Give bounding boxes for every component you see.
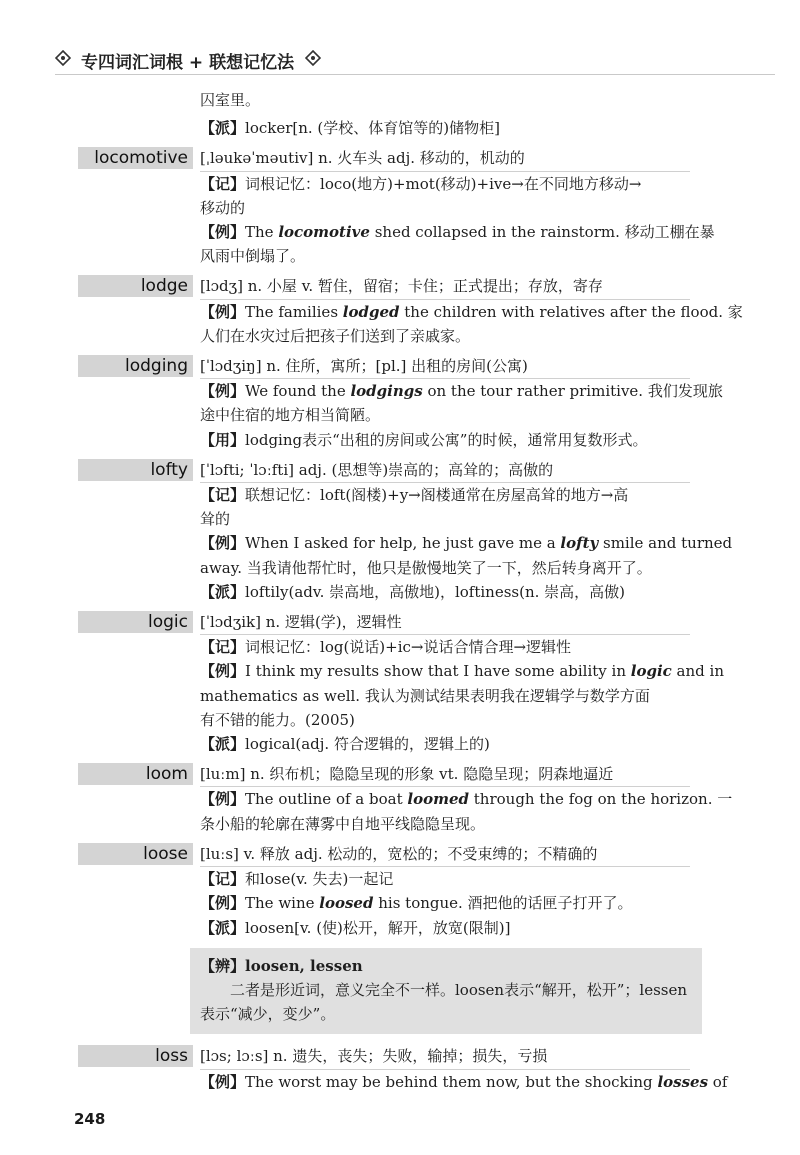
headword-bar <box>78 275 193 297</box>
entry-lofty <box>0 458 800 604</box>
headword: lodging <box>125 356 188 377</box>
derivative-line: 【派】locker[n. (学校、体育馆等的)储物柜] <box>200 119 500 138</box>
entry-locomotive <box>0 146 800 268</box>
memory-line: 【记】联想记忆：loft(阁楼)+y→阁楼通常在房屋高耸的地方→高 <box>200 486 629 505</box>
definition: [ˈlɔfti; ˈlɔːfti] adj. (思想等)崇高的；高耸的；高傲的 <box>200 458 690 483</box>
distinction-note-box <box>190 948 702 1035</box>
definition: [lɔdʒ] n. 小屋 v. 暂住，留宿；卡住；正式提出；存放，寄存 <box>200 274 690 299</box>
entry-loose <box>0 842 800 1034</box>
diamond-ornament-icon <box>55 50 71 66</box>
entry-lodge <box>0 274 800 348</box>
derivative-line: 【派】logical(adj. 符合逻辑的，逻辑上的) <box>200 735 490 754</box>
running-header <box>55 44 775 75</box>
headword-bar <box>78 763 193 785</box>
continued-text: 囚室里。 <box>200 91 261 109</box>
memory-line: 【记】词根记忆：loco(地方)+mot(移动)+ive→在不同地方移动→ <box>200 174 642 193</box>
dictionary-content <box>0 88 800 1094</box>
memory-line: 【记】和lose(v. 失去)一起记 <box>200 870 394 889</box>
headword-bar <box>78 843 193 865</box>
definition: [ˌləukəˈməutiv] n. 火车头 adj. 移动的，机动的 <box>200 146 690 171</box>
definition: [luːm] n. 织布机；隐隐呈现的形象 vt. 隐隐呈现；阴森地逼近 <box>200 762 690 787</box>
memory-line: 【记】词根记忆：log(说话)+ic→说话合情合理→逻辑性 <box>200 638 572 657</box>
diamond-ornament-icon <box>305 50 321 66</box>
example-line: 【例】The outline of a boat loomed through the fog on the horizon. 一 <box>200 790 733 809</box>
entry-loom <box>0 762 800 836</box>
headword-bar <box>78 355 193 377</box>
distinction-title: 【辨】loosen, lessen <box>200 956 363 975</box>
headword: lofty <box>150 459 188 480</box>
definition: [ˈlɔdʒiŋ] n. 住所，寓所；[pl.] 出租的房间(公寓) <box>200 354 690 379</box>
entry-lodging <box>0 354 800 452</box>
headword: loose <box>143 843 188 864</box>
distinction-text: 二者是形近词，意义完全不一样。loosen表示“解开，松开”；lessen表示“减少，变少”。 <box>200 980 688 1024</box>
headword: loss <box>155 1046 188 1067</box>
example-line: 【例】I think my results show that I have some ability in logic and in <box>200 662 724 681</box>
continued-block <box>200 88 690 140</box>
headword-bar <box>78 1045 193 1067</box>
example-line-cont: 途中住宿的地方相当简陋。 <box>200 406 381 425</box>
definition: [ˈlɔdʒik] n. 逻辑(学)，逻辑性 <box>200 610 690 635</box>
entry-logic <box>0 610 800 756</box>
example-line-cont: away. 当我请他帮忙时，他只是傲慢地笑了一下，然后转身离开了。 <box>200 558 652 577</box>
derivative-line: 【派】loosen[v. (使)松开，解开，放宽(限制)] <box>200 918 511 937</box>
example-line-cont: 有不错的能力。(2005) <box>200 710 355 729</box>
headword: logic <box>148 612 188 633</box>
example-line-cont: 条小船的轮廓在薄雾中自地平线隐隐呈现。 <box>200 814 486 833</box>
example-line-cont: 风雨中倒塌了。 <box>200 247 306 266</box>
entry-loss <box>0 1044 800 1093</box>
headword: lodge <box>140 276 188 297</box>
page-number: 248 <box>74 1110 106 1128</box>
derivative-line: 【派】loftily(adv. 崇高地，高傲地)，loftiness(n. 崇高，高傲) <box>200 582 626 601</box>
header-title: 专四词汇词根 + 联想记忆法 <box>81 53 295 73</box>
headword: loom <box>145 764 188 785</box>
example-line: 【例】We found the lodgings on the tour rather primitive. 我们发现旅 <box>200 382 723 401</box>
example-line: 【例】The families lodged the children with relatives after the flood. 家 <box>200 302 743 321</box>
definition: [lɔs; lɔːs] n. 遗失，丧失；失败，输掉；损失，亏损 <box>200 1044 690 1069</box>
example-line: 【例】The wine loosed his tongue. 酒把他的话匣子打开了。 <box>200 894 633 913</box>
headword-bar <box>78 147 193 169</box>
memory-line-cont: 移动的 <box>200 198 246 217</box>
example-line-cont: mathematics as well. 我认为测试结果表明我在逻辑学与数学方面 <box>200 686 650 705</box>
example-line: 【例】The locomotive shed collapsed in the rainstorm. 移动工棚在暴 <box>200 223 715 242</box>
example-line: 【例】The worst may be behind them now, but the shocking losses of <box>200 1072 728 1091</box>
headword: locomotive <box>94 148 188 169</box>
usage-line: 【用】lodging表示“出租的房间或公寓”的时候，通常用复数形式。 <box>200 430 648 449</box>
headword-bar <box>78 459 193 481</box>
example-line: 【例】When I asked for help, he just gave me a lofty smile and turned <box>200 534 733 553</box>
memory-line-cont: 耸的 <box>200 510 231 529</box>
example-line-cont: 人们在水灾过后把孩子们送到了亲戚家。 <box>200 326 471 345</box>
definition: [luːs] v. 释放 adj. 松动的，宽松的；不受束缚的；不精确的 <box>200 842 690 867</box>
headword-bar <box>78 611 193 633</box>
